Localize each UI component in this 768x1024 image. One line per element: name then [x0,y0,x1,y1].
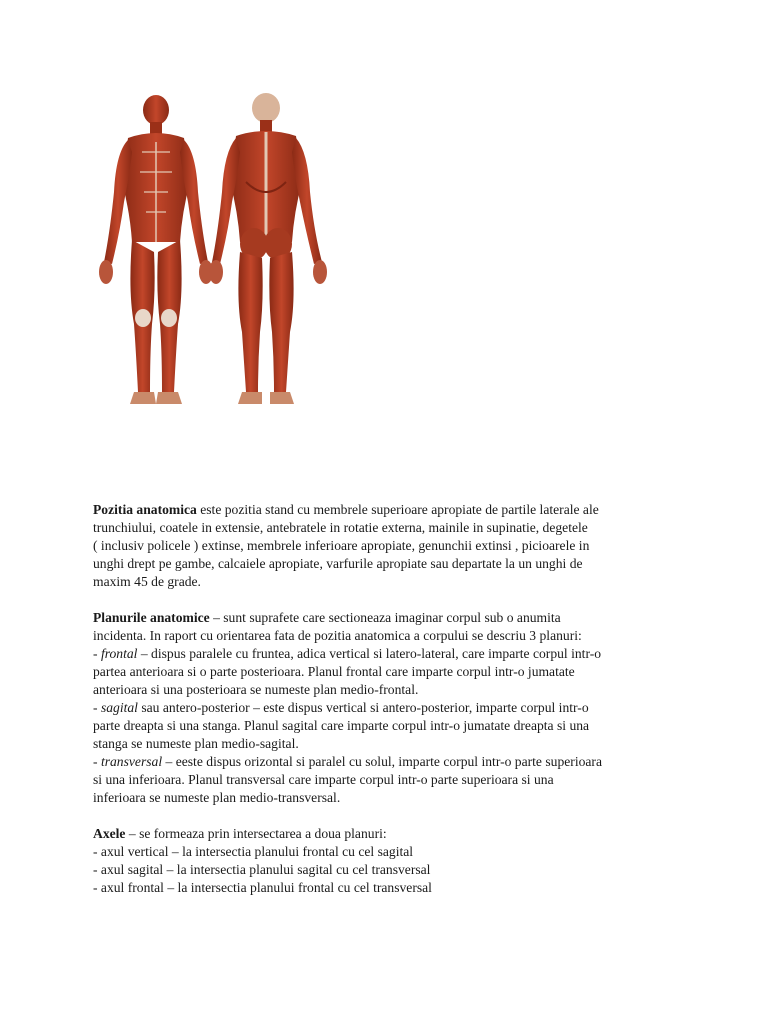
anatomy-muscles-icon [90,92,335,414]
axele-paragraph: Axele – se formeaza prin intersectarea a doua planuri: - axul vertical – la intersectia planului frontal cu cel sagital - axul sagital – la intersectia planului sagital cu cel transversal - axul frontal – la intersectia planului frontal cu cel transversal [93,825,683,897]
axe-list-item: - axul vertical – la intersectia planului frontal cu cel sagital [93,844,414,859]
sagital-term: sagital [100,700,138,715]
planurile-anatomice-term: Planurile anatomice [93,610,210,625]
frontal-term: frontal [100,646,138,661]
axe-list-item: - axul sagital – la intersectia planului sagital cu cel transversal [93,862,431,877]
back-figure [209,93,327,404]
plan-frontal-item: - frontal – dispus paralele cu fruntea, adica vertical si latero-lateral, care imparte corpul intr-o [93,646,602,661]
front-figure [99,95,213,404]
pozitia-anatomica-term: Pozitia anatomica [93,502,197,517]
axe-list-item: - axul frontal – la intersectia planului frontal cu cel transversal [93,880,432,895]
axele-term: Axele [93,826,126,841]
plan-transversal-item: - transversal – eeste dispus orizontal si paralel cu solul, imparte corpul intr-o parte superioara [93,754,602,769]
transversal-term: transversal [100,754,163,769]
document-body [93,501,683,915]
pozitia-anatomica-paragraph: Pozitia anatomica este pozitia stand cu membrele superioare apropiate de partile laterale ale trunchiului, coatele in extensie, antebratele in rotatie externa, mainile in supinatie, degetele ( inclusiv policele ) extinse, membrele inferioare apropiate, genunchii extinsi , picioarele in unghi drept pe gambe, calcaiele apropiate, varfurile apropiate sau departate la un unghi de maxim 45 de grade. [93,502,599,589]
planurile-anatomice-paragraph: Planurile anatomice – sunt suprafete care sectioneaza imaginar corpul sub o anumita incidenta. In raport cu orientarea fata de pozitia anatomica a corpului se descriu 3 planuri: - frontal – dispus paralele cu fruntea, adica vertical si latero-lateral, care imparte corpul intr-o partea anterioara si o parte posterioara. Planul frontal care imparte corpul intr-o jumatate anterioara si una posterioara se numeste plan medio-frontal. - sagital sau antero-posterior – este dispus vertical si antero-posterior, imparte corpul intr-o parte dreapta si una stanga. Planul sagital care imparte corpul intr-o jumatate dreapta si una stanga se numeste plan medio-sagital. - transversal – eeste dispus orizontal si paralel cu solul, imparte corpul intr-o parte superioara si una inferioara. Planul transversal care imparte corpul intr-o parte superioara si una inferioara se numeste plan medio-transversal. [93,609,683,807]
plan-sagital-item: - sagital sau antero-posterior – este dispus vertical si antero-posterior, imparte corpul intr-o [93,700,589,715]
anatomy-figure [90,92,335,414]
